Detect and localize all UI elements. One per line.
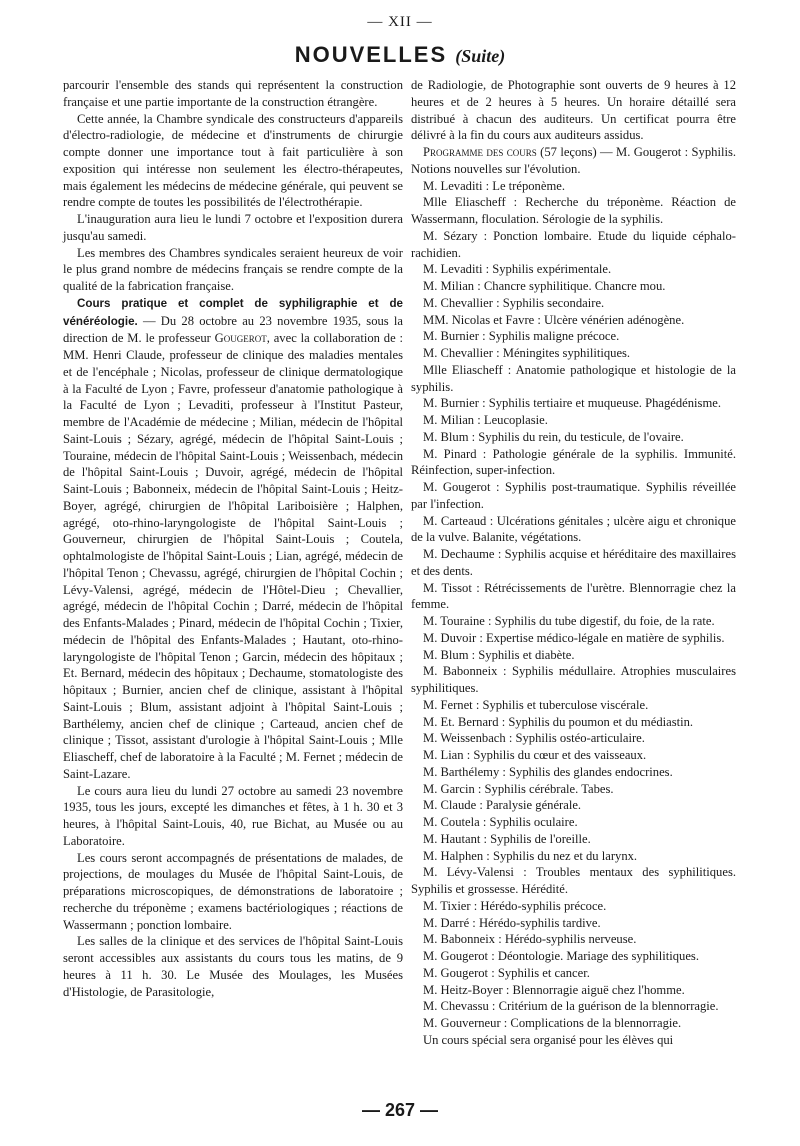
course-text-b: , avec la collaboration de : MM. Henri Claude, professeur de clinique des maladies mentales et de l'encéphale ; Nicolas, professeur de clinique dermatologique à la Faculté de Lyon ; Favre, professeur d'anatomie pathologique à la Faculté de Lyon ; Levaditi, professeur à l'Institut Pasteur, membre de l'Académie de médecine ; Milian, médecin de l'hôpital Saint-Louis ; Sézary, agrégé, médecin de l'hôpital Saint-Louis ; Touraine, médecin de l'hôpital Saint-Louis ; Weissenbach, médecin de l'hôpital Saint-Louis ; Duvoir, agrégé, médecin de l'hôpital Saint-Louis ; Babonneix, médecin de l'hôpital Saint-Louis ; Heitz-Boyer, agrégé, chirurgien de l'hôpital Lariboisière ; Halphen, agrégé, oto-rhino-laryngologiste de l'hôpital Saint-Louis ; Gouverneur, chirurgien de l'hôpital Saint-Louis ; Coutela, ophtalmologiste de l'hôpital Saint-Louis ; Lian, agrégé, médecin de l'hôpital Tenon ; Chevassu, agrégé, chirurgien de l'hôpital Cochin ; Lévy-Valensi, agrégé, médecin de l'Hôtel-Dieu ; Chevallier, agrégé, médecin de l'hôpital Cochin ; Darré, médecin de l'hôpital des Enfants-Malades ; Pinard, médecin de l'hôpital Cochin ; Tixier, médecin de l'hôpital des Enfants-Malades ; Hautant, oto-rhino-laryngologiste de l'hôpital Tenon ; Garcin, médecin des hôpitaux ; Et. Bernard, médecin des hôpitaux ; Dechaume, stomatologiste des hôpitaux ; Burnier, ancien chef de clinique, assistant à l'hôpital Saint-Louis ; Blum, assistant adjoint à l'hôpital Saint-Louis ; Barthélemy, ancien chef de clinique ; Carteaud, ancien chef de clinique ; Tissot, assistant d'urologie à l'hôpital Saint-Louis ; Mlle Eliascheff, chef de laboratoire à la Faculté ; M. Fernet ; médecin de Saint-Lazare. [63, 331, 403, 781]
program-item: M. Et. Bernard : Syphilis du poumon et du médiastin. [423, 714, 694, 729]
program-item: M. Gougerot : Syphilis et cancer. [423, 965, 590, 980]
program-item: M. Dechaume : Syphilis acquise et héréditaire des maxillaires et des dents. [411, 547, 736, 578]
program-item: M. Weissenbach : Syphilis ostéo-articulaire. [423, 731, 645, 746]
paragraph: de Radiologie, de Photographie sont ouverts de 9 heures à 12 heures et de 2 heures à 5 heures. Un horaire détaillé sera distribué à chacun des auditeurs. Un certificat pourra être délivré à la fin du cours aux auditeurs assidus. [411, 78, 736, 143]
program-list [411, 178, 736, 1049]
program-item: M. Levaditi : Le tréponème. [423, 178, 565, 193]
program-item: M. Milian : Leucoplasie. [423, 413, 548, 427]
program-label: Programme des cours [423, 145, 537, 159]
page-number: — 267 — [361, 1100, 439, 1120]
program-item: M. Chevallier : Méningites syphilitiques. [423, 346, 631, 360]
program-heading [411, 144, 736, 178]
program-item: M. Burnier : Syphilis maligne précoce. [423, 329, 620, 344]
program-item: M. Gougerot : Déontologie. Mariage des syphilitiques. [423, 949, 699, 963]
program-item: M. Garcin : Syphilis cérébrale. Tabes. [423, 781, 614, 796]
program-item: M. Gougerot : Syphilis post-traumatique. Syphilis réveillée par l'infection. [411, 480, 736, 511]
program-item: M. Coutela : Syphilis oculaire. [423, 815, 578, 829]
paragraph: Les membres des Chambres syndicales seraient heureux de voir le plus grand nombre de médecins français se rendre compte de la qualité de la fabrication française. [63, 245, 403, 293]
program-item: Un cours spécial sera organisé pour les élèves qui [423, 1032, 674, 1047]
program-item: M. Pinard : Pathologie générale de la syphilis. Immunité. Réinfection, super-infection. [411, 446, 736, 478]
program-item: M. Tixier : Hérédo-syphilis précoce. [423, 898, 607, 913]
program-item: M. Fernet : Syphilis et tuberculose viscérale. [423, 697, 649, 712]
left-column [63, 77, 403, 1000]
program-item: M. Tissot : Rétrécissements de l'urètre. Blennorragie chez la femme. [411, 580, 736, 612]
director-name: Gougerot [214, 331, 267, 346]
program-item: Mlle Eliascheff : Recherche du tréponème. Réaction de Wassermann, floculation. Sérologie de la syphilis. [411, 195, 736, 226]
program-item: M. Blum : Syphilis du rein, du testicule, de l'ovaire. [423, 429, 684, 444]
roman-page-number: — XII — [367, 14, 433, 30]
program-item: M. Chevassu : Critérium de la guérison de la blennorragie. [423, 999, 719, 1014]
program-item: M. Chevallier : Syphilis secondaire. [423, 295, 605, 310]
section-subtitle: (Suite) [455, 46, 506, 66]
course-announcement [63, 295, 403, 783]
paragraph: Cette année, la Chambre syndicale des constructeurs d'appareils d'électro-radiologie, de médecine et d'instruments de chirurgie compte donner une importance tout à fait particulière à son exposition qui intéresse non seulement les électro-thérapeutes, mais également les médecins de médecine générale, qui peuvent se rendre compte de toutes les possibilités de l'électrothérapie. [63, 111, 403, 210]
program-item: M. Carteaud : Ulcérations génitales ; ulcère aigu et chronique de la vulve. Balanite, végétations. [411, 513, 736, 545]
paragraph: Les salles de la clinique et des services de l'hôpital Saint-Louis seront accessibles aux assistants du cours tous les matins, de 9 heures à 11 h. 30. Le Musée des Moulages, les Musées d'Histologie, de Parasitologie, [63, 934, 403, 999]
program-item: M. Milian : Chancre syphilitique. Chancre mou. [423, 279, 666, 293]
course-title: Cours pratique et complet de syphiligraphie et de vénéréologie. [63, 296, 403, 328]
right-column [411, 77, 736, 1049]
paragraph: Le cours aura lieu du lundi 27 octobre au samedi 23 novembre 1935, tous les jours, excepté les dimanches et fêtes, à 1 h. 30 et 3 heures, à l'hôpital Saint-Louis, 40, rue Bichat, au Musée ou au Laboratoire. [63, 783, 403, 848]
section-title: NOUVELLES [294, 42, 448, 67]
course-text-a: — Du 28 octobre au 23 novembre 1935, sous la direction de M. le professeur [63, 313, 403, 346]
program-item: M. Barthélemy : Syphilis des glandes endocrines. [423, 764, 673, 779]
program-item: M. Touraine : Syphilis du tube digestif, du foie, de la rate. [423, 614, 715, 628]
program-item: M. Halphen : Syphilis du nez et du larynx. [423, 848, 638, 863]
program-item: M. Darré : Hérédo-syphilis tardive. [423, 915, 601, 930]
program-item: M. Heitz-Boyer : Blennorragie aiguë chez l'homme. [423, 982, 685, 997]
paragraph: parcourir l'ensemble des stands qui représentent la construction française et une partie importante de la construction étrangère. [63, 78, 403, 109]
program-item: Mlle Eliascheff : Anatomie pathologique et histologie de la syphilis. [411, 362, 736, 394]
program-item: M. Sézary : Ponction lombaire. Etude du liquide céphalo-rachidien. [411, 228, 736, 260]
paragraph: Les cours seront accompagnés de présentations de malades, de projections, de moulages du Musée de l'hôpital Saint-Louis, de préparations microscopiques, de démonstrations de laboratoire ; recherche du tréponème ; examens bactériologiques ; réactions de Wassermann ; ponction lombaire. [63, 850, 403, 932]
program-item: M. Babonneix : Hérédo-syphilis nerveuse. [423, 932, 637, 947]
program-item: M. Hautant : Syphilis de l'oreille. [423, 831, 591, 846]
program-item: M. Burnier : Syphilis tertiaire et muqueuse. Phagédénisme. [423, 396, 721, 411]
program-item: M. Levaditi : Syphilis expérimentale. [423, 262, 612, 277]
program-item: M. Lian : Syphilis du cœur et des vaisseaux. [423, 748, 647, 762]
program-item: M. Duvoir : Expertise médico-légale en matière de syphilis. [423, 630, 725, 645]
program-item: M. Babonneix : Syphilis médullaire. Atrophies musculaires syphilitiques. [411, 664, 736, 695]
program-item: M. Gouverneur : Complications de la blennorragie. [423, 1016, 682, 1030]
program-item: M. Claude : Paralysie générale. [423, 798, 582, 813]
section-heading [0, 42, 800, 68]
program-item: M. Blum : Syphilis et diabète. [423, 647, 575, 662]
paragraph: L'inauguration aura lieu le lundi 7 octobre et l'exposition durera jusqu'au samedi. [63, 212, 403, 243]
program-item: MM. Nicolas et Favre : Ulcère vénérien adénogène. [423, 312, 685, 327]
program-item: M. Lévy-Valensi : Troubles mentaux des syphilitiques. Syphilis et grossesse. Hérédité. [411, 865, 736, 896]
program-text: (57 leçons) — M. Gougerot : Syphilis. Notions nouvelles sur l'évolution. [411, 145, 736, 176]
